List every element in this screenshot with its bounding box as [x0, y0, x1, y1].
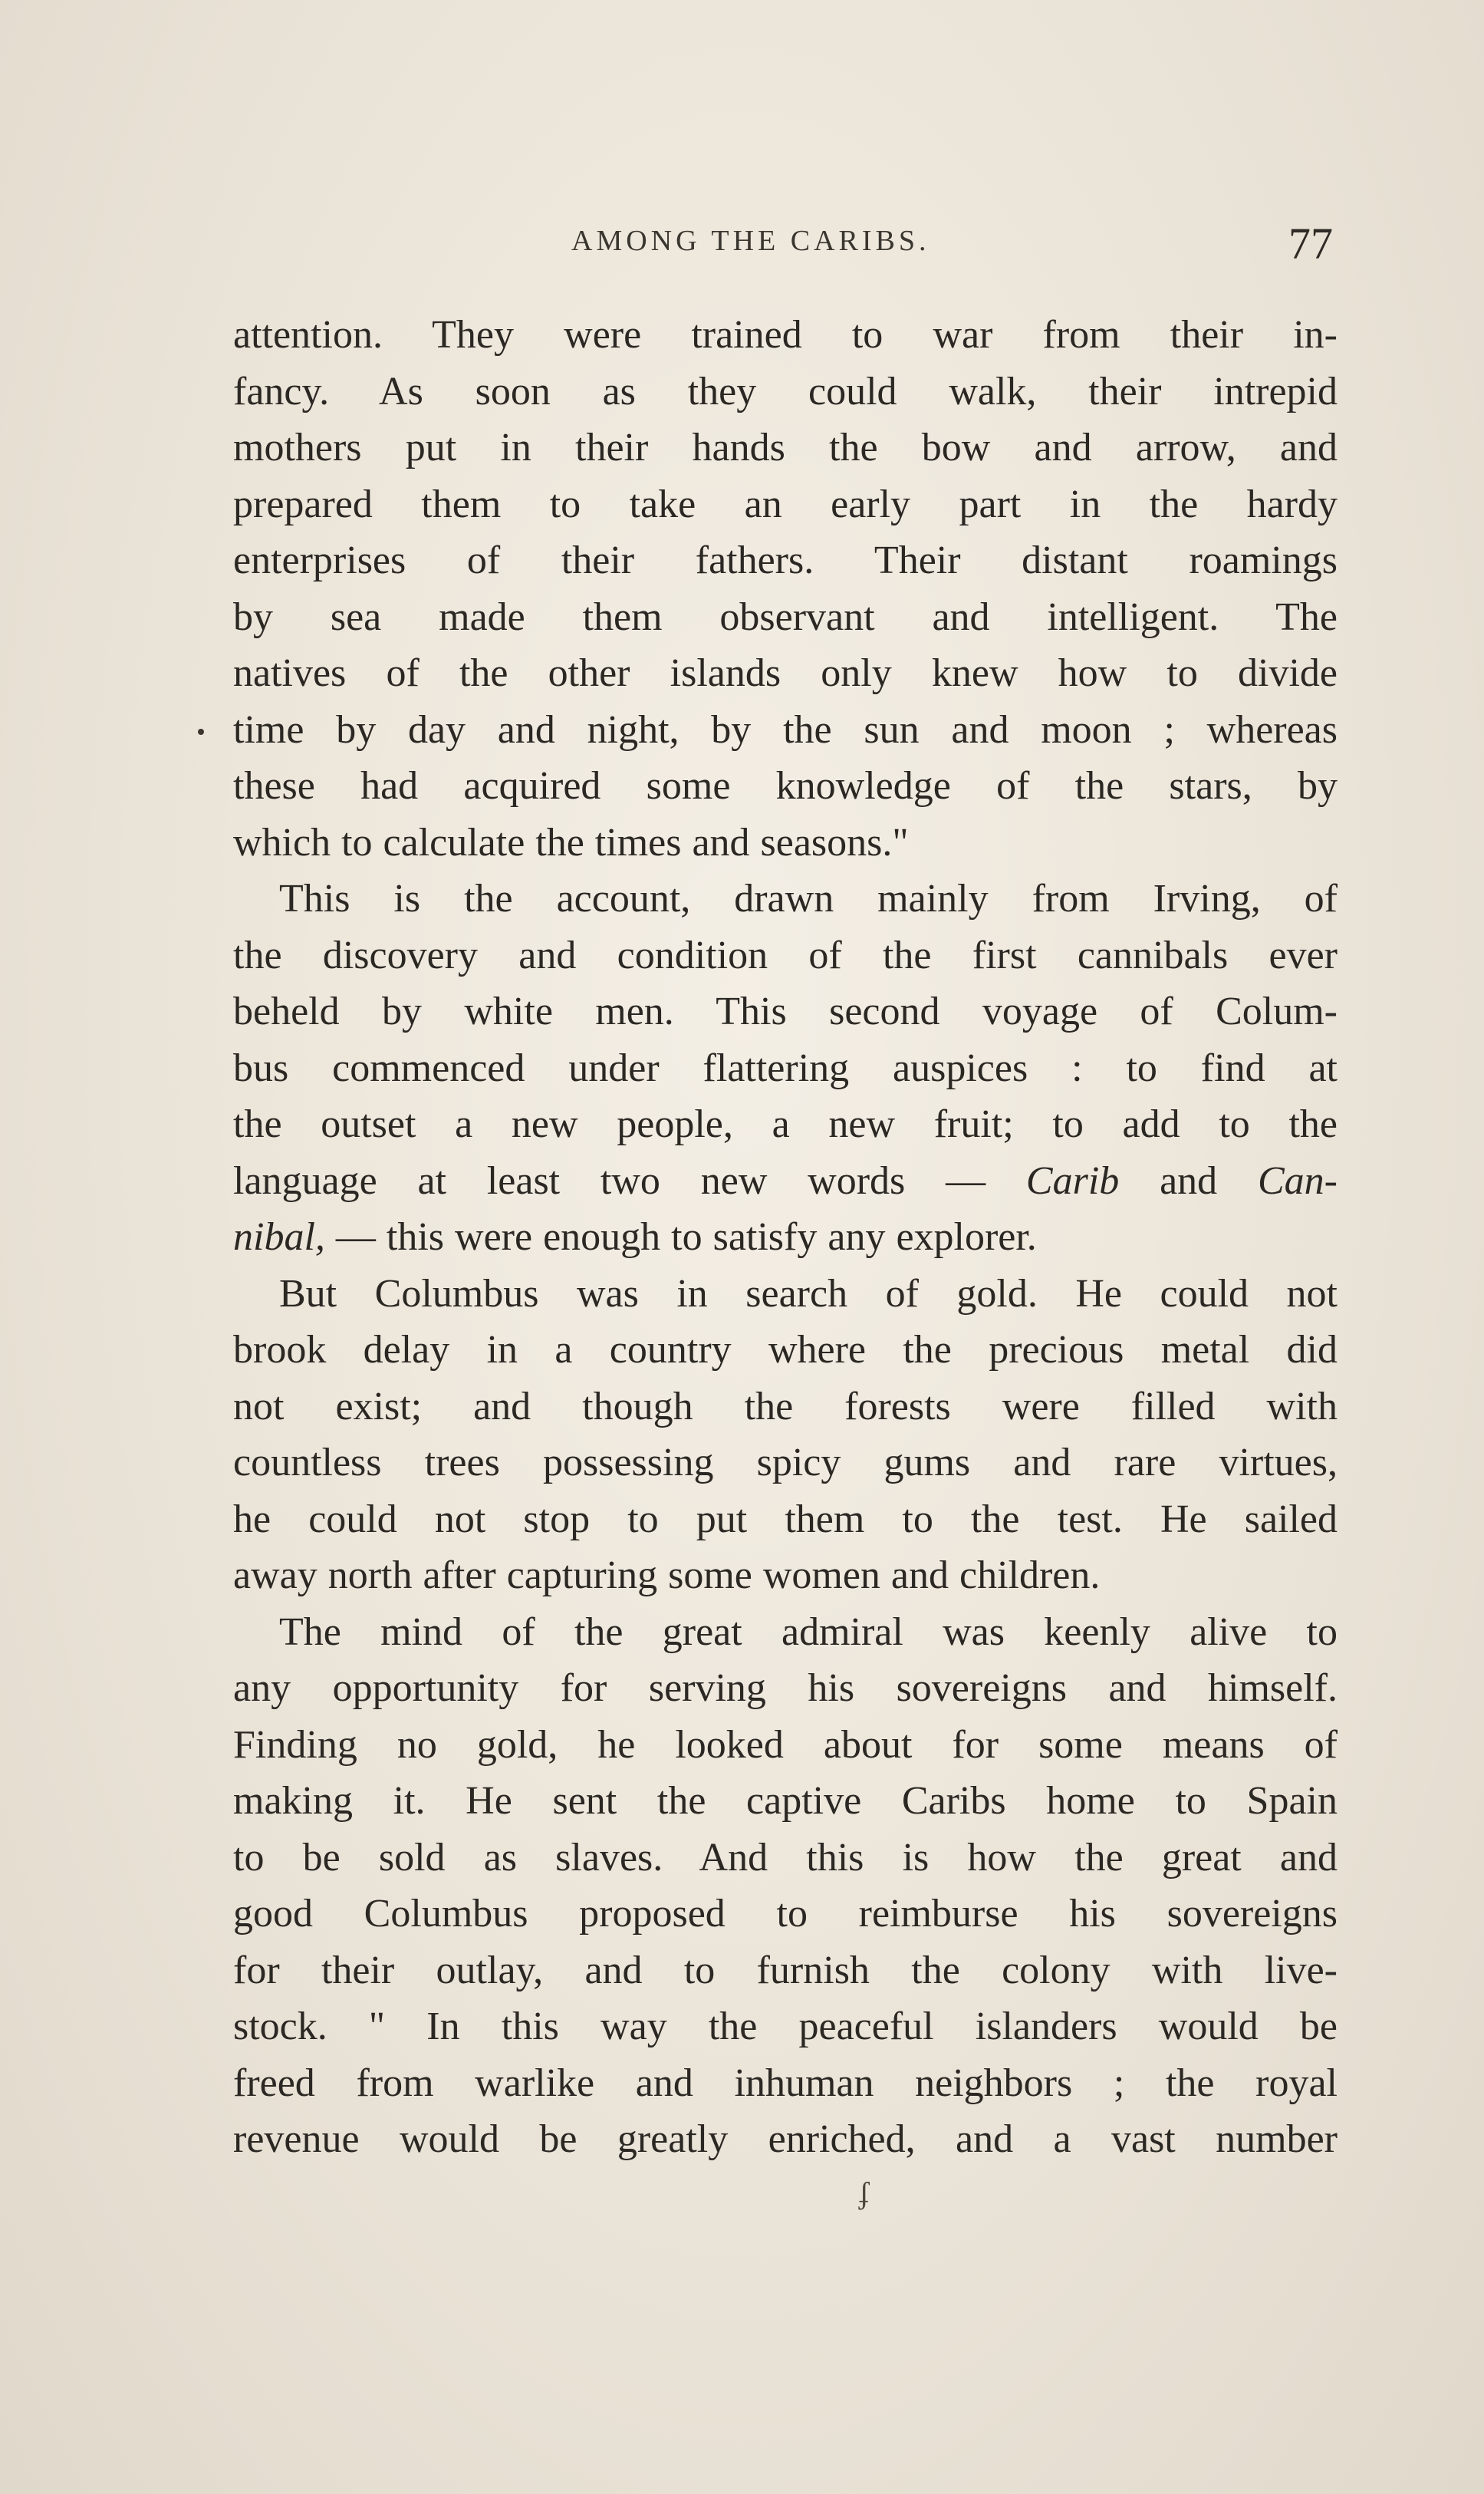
- text-line-italic-words: [233, 1209, 1338, 1266]
- text-line: freed from warlike and inhuman neighbors ; the royal: [233, 2061, 1338, 2105]
- running-title: AMONG THE CARIBS.: [571, 225, 930, 257]
- text-line: bus commenced under flattering auspices : to find at: [233, 1046, 1338, 1090]
- signature-mark: ʄ: [859, 2176, 870, 2210]
- text-line: to be sold as slaves. And this is how the great and: [233, 1835, 1338, 1880]
- text-line: the discovery and condition of the first cannibals ever: [233, 933, 1338, 977]
- body-text: [233, 307, 1338, 2168]
- text-line: revenue would be greatly enriched, and a vast number: [233, 2117, 1338, 2161]
- text-segment: and: [1119, 1158, 1258, 1203]
- paragraph-start-line: This is the account, drawn mainly from Irving, of: [279, 877, 1338, 921]
- text-line: stock. " In this way the peaceful islanders would be: [233, 2005, 1338, 2048]
- text-line: countless trees possessing spicy gums and rare virtues,: [233, 1441, 1338, 1484]
- text-line: these had acquired some knowledge of the stars, by: [233, 764, 1338, 808]
- margin-mark: [198, 729, 204, 735]
- text-line: good Columbus proposed to reimburse his sovereigns: [233, 1892, 1338, 1936]
- page-number: 77: [1288, 219, 1333, 269]
- italic-word-cannibal: Can-: [1258, 1158, 1338, 1203]
- italic-word-cannibal-end: nibal,: [233, 1215, 325, 1259]
- text-line: away north after capturing some women and children.: [233, 1553, 1101, 1597]
- text-line: prepared them to take an early part in the hardy: [233, 482, 1338, 526]
- running-head: [0, 219, 1484, 270]
- text-line: any opportunity for serving his sovereigns and himself.: [233, 1666, 1338, 1710]
- text-line-italic-words: [233, 1153, 1338, 1210]
- text-line: Finding no gold, he looked about for some means of: [233, 1722, 1338, 1767]
- paragraph-start-line: The mind of the great admiral was keenly alive to: [279, 1609, 1338, 1654]
- text-line: brook delay in a country where the precious metal did: [233, 1328, 1338, 1372]
- text-line: attention. They were trained to war from their in-: [233, 313, 1338, 357]
- text-segment: language at least two new words —: [233, 1158, 1026, 1203]
- text-line: fancy. As soon as they could walk, their intrepid: [233, 369, 1338, 413]
- text-line: time by day and night, by the sun and moon ; whereas: [233, 707, 1338, 752]
- text-line: he could not stop to put them to the test. He sailed: [233, 1497, 1338, 1541]
- text-line: natives of the other islands only knew how to divide: [233, 651, 1338, 695]
- text-line: beheld by white men. This second voyage of Colum-: [233, 990, 1338, 1033]
- text-line: not exist; and though the forests were filled with: [233, 1384, 1338, 1428]
- paragraph-start-line: But Columbus was in search of gold. He could not: [279, 1271, 1338, 1316]
- text-segment: — this were enough to satisfy any explorer.: [324, 1215, 1037, 1259]
- text-line: the outset a new people, a new fruit; to add to the: [233, 1102, 1338, 1146]
- text-line: mothers put in their hands the bow and arrow, and: [233, 426, 1338, 469]
- text-line: by sea made them observant and intelligent. The: [233, 595, 1338, 639]
- text-line: which to calculate the times and seasons.": [233, 820, 909, 865]
- text-line: for their outlay, and to furnish the colony with live-: [233, 1948, 1338, 1992]
- text-line: enterprises of their fathers. Their distant roamings: [233, 539, 1338, 582]
- italic-word-carib: Carib: [1025, 1158, 1120, 1203]
- text-line: making it. He sent the captive Caribs home to Spain: [233, 1779, 1338, 1823]
